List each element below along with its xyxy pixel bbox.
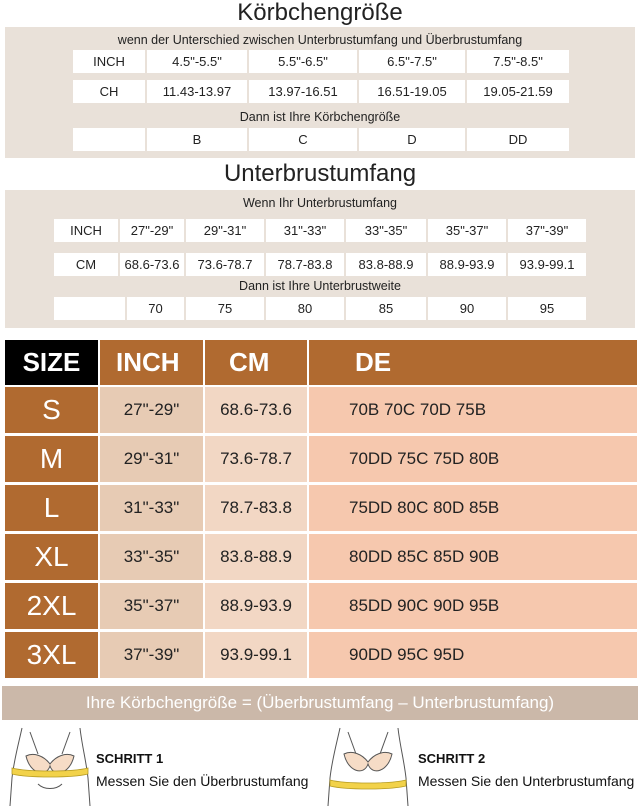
band-cm-value: 78.7-83.8 bbox=[266, 253, 344, 276]
cup-size-panel bbox=[5, 27, 635, 158]
cup-result: DD bbox=[467, 128, 569, 151]
size-cell: 2XL bbox=[5, 583, 98, 629]
cm-cell: 68.6-73.6 bbox=[205, 387, 307, 433]
inch-cell: 37"-39" bbox=[100, 632, 203, 678]
cup-inch-value: 4.5"-5.5" bbox=[147, 50, 247, 73]
formula-banner: Ihre Körbchengröße = (Überbrustumfang – Unterbrustumfang) bbox=[2, 686, 638, 720]
cup-result: D bbox=[359, 128, 465, 151]
band-cm-value: 68.6-73.6 bbox=[120, 253, 184, 276]
band-inch-value: 31"-33" bbox=[266, 219, 344, 242]
size-header: SIZE bbox=[5, 340, 98, 385]
band-size-panel bbox=[5, 190, 635, 328]
band-cm-value: 88.9-93.9 bbox=[428, 253, 506, 276]
de-header: DE bbox=[309, 340, 637, 385]
de-cell: 70B 70C 70D 75B bbox=[309, 387, 637, 433]
cup-size-title: Körbchengröße bbox=[237, 0, 403, 26]
band-inch-value: 35"-37" bbox=[428, 219, 506, 242]
band-result: 85 bbox=[346, 297, 426, 320]
inch-header: INCH bbox=[100, 340, 203, 385]
cm-cell: 93.9-99.1 bbox=[205, 632, 307, 678]
cm-cell: 88.9-93.9 bbox=[205, 583, 307, 629]
cup-ch-value: 16.51-19.05 bbox=[359, 80, 465, 103]
band-size-title: Unterbrustumfang bbox=[223, 160, 417, 187]
cup-ch-value: 11.43-13.97 bbox=[147, 80, 247, 103]
band-inch-value: 29"-31" bbox=[186, 219, 264, 242]
cup-inch-value: 6.5"-7.5" bbox=[359, 50, 465, 73]
band-caption-condition: Wenn Ihr Unterbrustumfang bbox=[242, 196, 397, 210]
size-cell: L bbox=[5, 485, 98, 531]
cup-inch-value: 7.5"-8.5" bbox=[467, 50, 569, 73]
cup-ch-value: 19.05-21.59 bbox=[467, 80, 569, 103]
inch-cell: 33"-35" bbox=[100, 534, 203, 580]
size-cell: M bbox=[5, 436, 98, 482]
de-cell: 85DD 90C 90D 95B bbox=[309, 583, 637, 629]
cm-header: CM bbox=[205, 340, 307, 385]
cup-result: C bbox=[249, 128, 357, 151]
size-cell: XL bbox=[5, 534, 98, 580]
band-result: 95 bbox=[508, 297, 586, 320]
cup-ch-label: CH bbox=[73, 80, 145, 103]
band-inch-value: 33"-35" bbox=[346, 219, 426, 242]
step1-title: SCHRITT 1 bbox=[96, 751, 164, 766]
de-cell: 80DD 85C 85D 90B bbox=[309, 534, 637, 580]
band-result: 75 bbox=[186, 297, 264, 320]
size-cell: 3XL bbox=[5, 632, 98, 678]
band-result: 80 bbox=[266, 297, 344, 320]
size-cell: S bbox=[5, 387, 98, 433]
cup-result: B bbox=[147, 128, 247, 151]
de-cell: 70DD 75C 75D 80B bbox=[309, 436, 637, 482]
band-inch-value: 27"-29" bbox=[120, 219, 184, 242]
cup-ch-value: 13.97-16.51 bbox=[249, 80, 357, 103]
band-result: 70 bbox=[127, 297, 184, 320]
cup-inch-label: INCH bbox=[73, 50, 145, 73]
step2-title: SCHRITT 2 bbox=[418, 751, 486, 766]
band-caption-result: Dann ist Ihre Unterbrustweite bbox=[239, 279, 401, 293]
cup-caption-condition: wenn der Unterschied zwischen Unterbrustumfang und Überbrustumfang bbox=[117, 33, 523, 47]
cup-caption-result: Dann ist Ihre Körbchengröße bbox=[239, 110, 401, 124]
band-cm-label: CM bbox=[54, 253, 118, 276]
inch-cell: 27"-29" bbox=[100, 387, 203, 433]
band-cm-value: 73.6-78.7 bbox=[186, 253, 264, 276]
inch-cell: 35"-37" bbox=[100, 583, 203, 629]
de-cell: 75DD 80C 80D 85B bbox=[309, 485, 637, 531]
underbust-measure-illustration-icon bbox=[326, 726, 410, 806]
inch-cell: 29"-31" bbox=[100, 436, 203, 482]
cm-cell: 78.7-83.8 bbox=[205, 485, 307, 531]
inch-cell: 31"-33" bbox=[100, 485, 203, 531]
cm-cell: 73.6-78.7 bbox=[205, 436, 307, 482]
step1-text: Messen Sie den Überbrustumfang bbox=[96, 773, 309, 789]
band-result: 90 bbox=[428, 297, 506, 320]
band-result-empty bbox=[54, 297, 125, 320]
cup-inch-value: 5.5"-6.5" bbox=[249, 50, 357, 73]
band-inch-label: INCH bbox=[54, 219, 118, 242]
band-cm-value: 93.9-99.1 bbox=[508, 253, 586, 276]
band-cm-value: 83.8-88.9 bbox=[346, 253, 426, 276]
band-inch-value: 37"-39" bbox=[508, 219, 586, 242]
cup-result-empty bbox=[73, 128, 145, 151]
step2-text: Messen Sie den Unterbrustumfang bbox=[418, 773, 635, 789]
de-cell: 90DD 95C 95D bbox=[309, 632, 637, 678]
bust-measure-illustration-icon bbox=[8, 726, 92, 806]
cm-cell: 83.8-88.9 bbox=[205, 534, 307, 580]
